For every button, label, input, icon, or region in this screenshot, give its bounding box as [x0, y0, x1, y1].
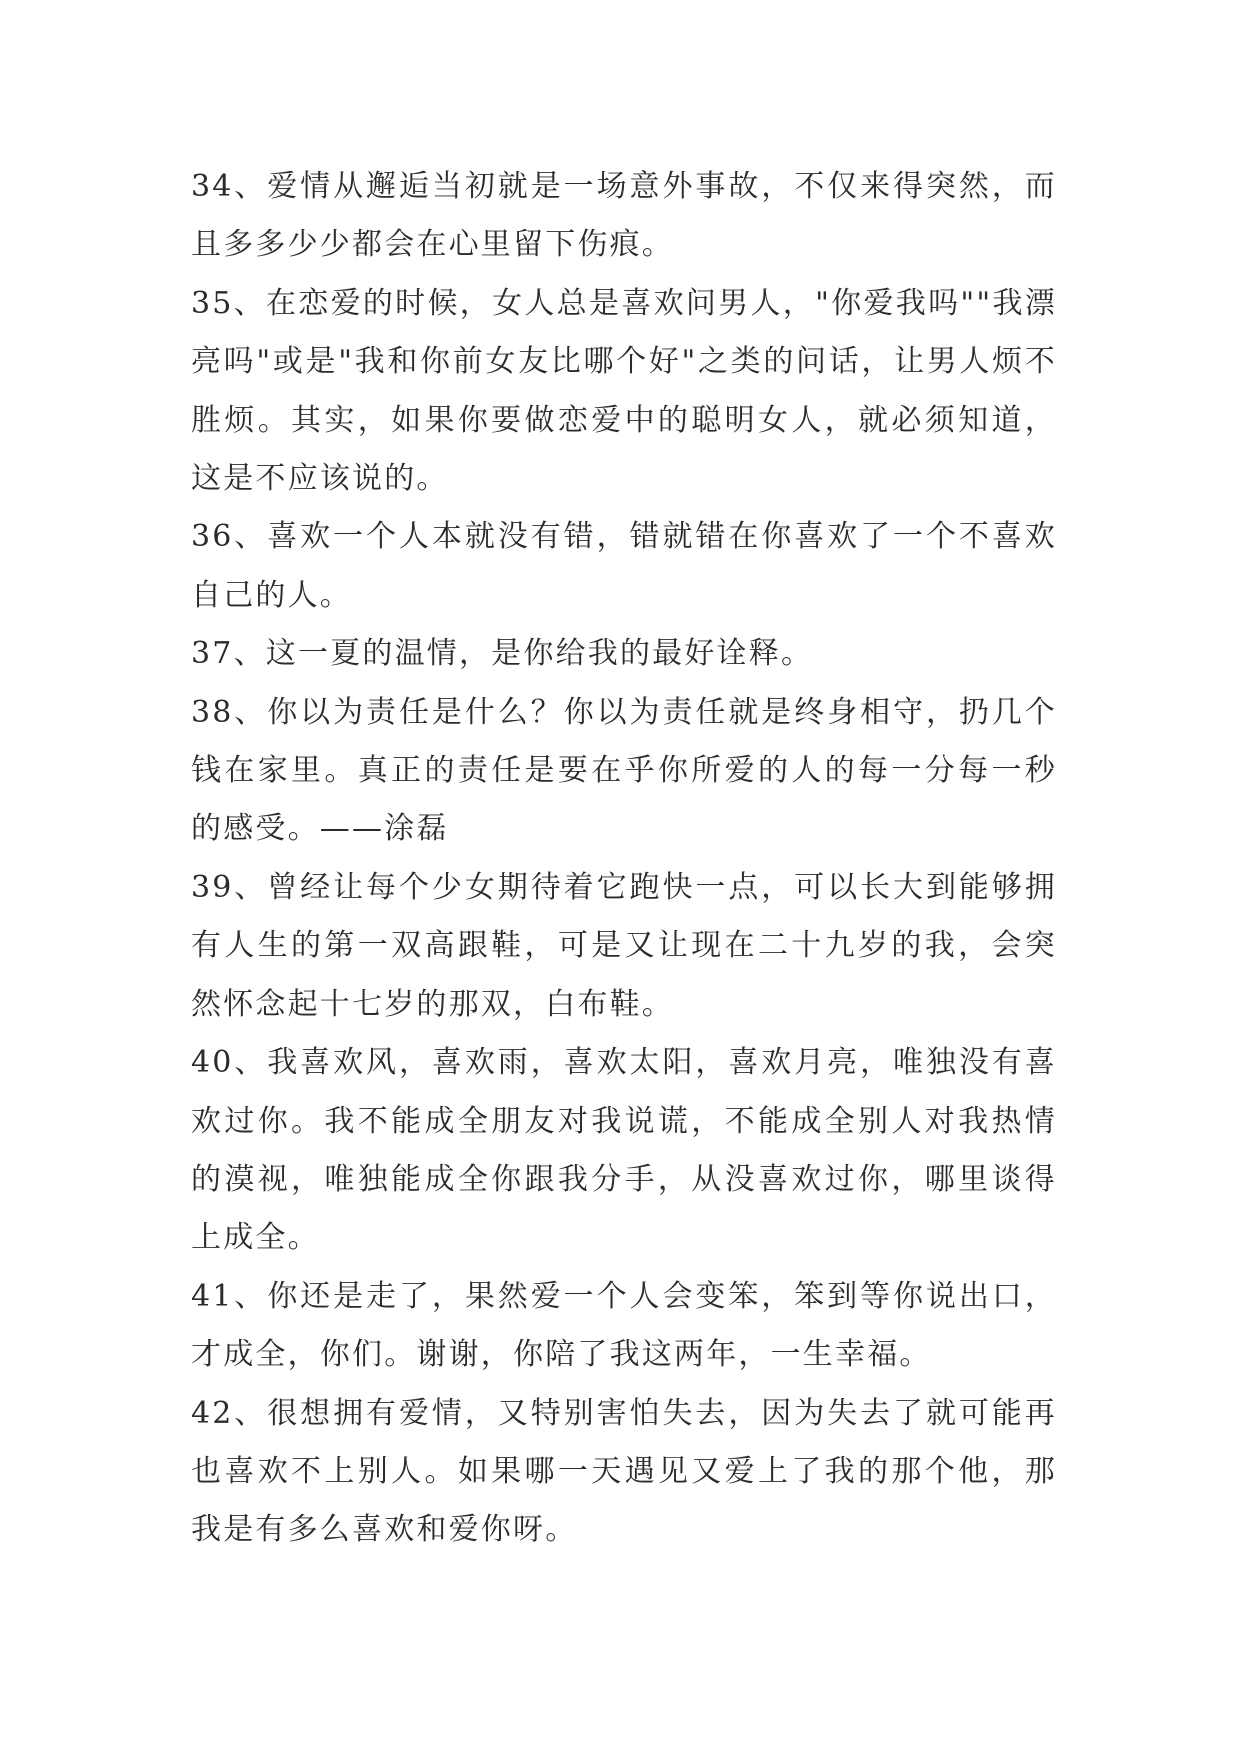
- paragraph-39: 39、曾经让每个少女期待着它跑快一点，可以长大到能够拥有人生的第一双高跟鞋，可是又让现在二十九岁的我，会突然怀念起十七岁的那双，白布鞋。: [191, 869, 1057, 1022]
- paragraph-38: 38、你以为责任是什么？你以为责任就是终身相守，扔几个钱在家里。真正的责任是要在乎你所爱的人的每一分每一秒的感受。——涂磊: [191, 694, 1057, 847]
- paragraph-41: 41、你还是走了，果然爱一个人会变笨，笨到等你说出口，才成全，你们。谢谢，你陪了我这两年，一生幸福。: [191, 1278, 1057, 1373]
- paragraph-40: 40、我喜欢风，喜欢雨，喜欢太阳，喜欢月亮，唯独没有喜欢过你。我不能成全朋友对我说谎，不能成全别人对我热情的漠视，唯独能成全你跟我分手，从没喜欢过你，哪里谈得上成全。: [191, 1045, 1057, 1256]
- paragraph-36: 36、喜欢一个人本就没有错，错就错在你喜欢了一个不喜欢自己的人。: [191, 519, 1057, 613]
- paragraph-42: 42、很想拥有爱情，又特别害怕失去，因为失去了就可能再也喜欢不上别人。如果哪一天遇见又爱上了我的那个他，那我是有多么喜欢和爱你呀。: [191, 1395, 1057, 1548]
- paragraph-34: 34、爱情从邂逅当初就是一场意外事故，不仅来得突然，而且多多少少都会在心里留下伤痕。: [191, 169, 1057, 263]
- paragraph-37: 37、这一夏的温情，是你给我的最好诠释。: [191, 636, 814, 672]
- text-body: [191, 158, 1057, 1560]
- paragraph-35: 35、在恋爱的时候，女人总是喜欢问男人，"你爱我吗""我漂亮吗"或是"我和你前女友比哪个好"之类的问话，让男人烦不胜烦。其实，如果你要做恋爱中的聪明女人，就必须知道，这是不应该说的。: [191, 285, 1057, 497]
